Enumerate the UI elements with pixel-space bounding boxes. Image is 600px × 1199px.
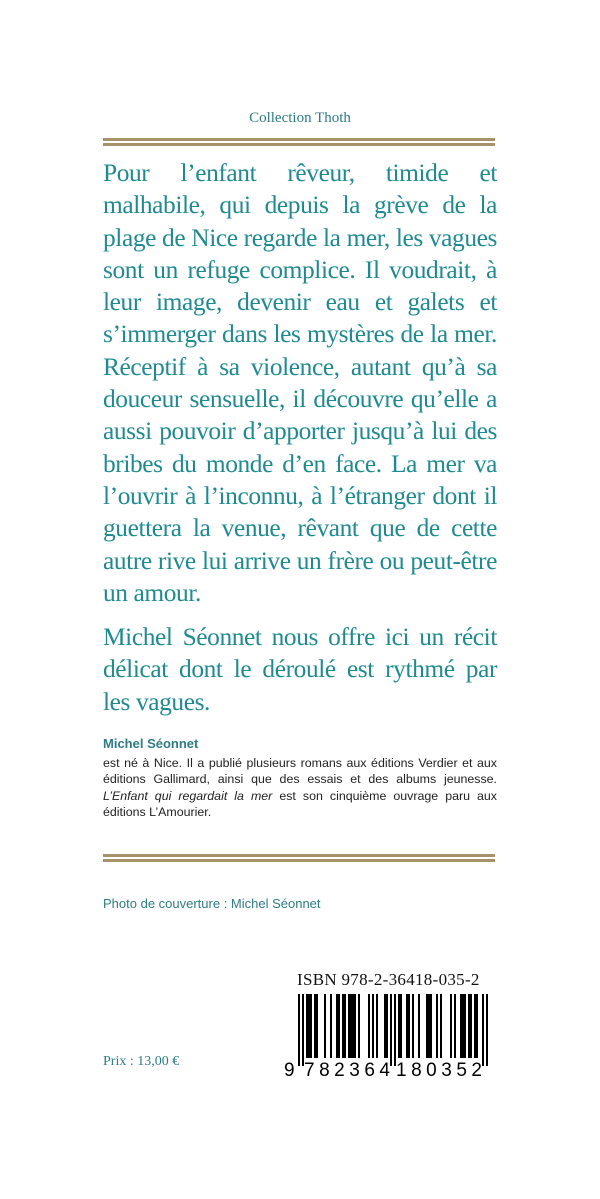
bottom-double-rule [103,854,495,863]
top-double-rule [103,138,495,147]
barcode-bar [386,994,388,1058]
barcode-bar [418,994,420,1058]
barcode-bar [316,994,318,1058]
blurb-paragraph-1: Pour l’enfant rêveur, timide et malhabile, qui depuis la grève de la plage de Nice regarde la mer, les vagues sont un refuge complice. Il voudrait, à leur image, devenir eau et galets et s’immerger dans les mystères de la mer. Réceptif à sa violence, autant qu’à sa douceur sensuelle, il découvre qu’elle a aussi pouvoir d’apporter jusqu’à lui des bribes du monde d’en face. La mer va l’ouvrir à l’inconnu, à l’étranger dont il guettera la venue, rêvant que de cette autre rive lui arrive un frère ou peut-être un amour. [103,159,497,607]
blurb-paragraph-2: Michel Séonnet nous offre ici un récit délicat dont le déroulé est rythmé par les vagues. [103,623,497,716]
bio-text [103,755,497,821]
barcode-bar [450,994,452,1058]
author-name: Michel Séonnet [103,736,199,751]
barcode-bar [338,994,340,1058]
barcode-bar [408,994,410,1058]
barcode-bar [436,994,438,1058]
author-bio [103,736,497,821]
barcode-bar [314,994,316,1058]
bio-text-after: est son cinquième ouvrage paru aux éditions L’Amourier. [103,788,497,819]
isbn-label: ISBN 978-2-36418-035-2 [297,970,480,989]
price: Prix : 13,00 € [103,1054,180,1069]
barcode-bar [308,994,310,1058]
collection-name: Collection Thoth [249,110,351,126]
barcode-bar [298,994,300,1066]
barcode-bar [390,994,392,1066]
barcode-bar [486,994,488,1066]
barcode-bar [342,994,344,1058]
barcode-bar [358,994,360,1058]
barcode-bar [460,994,462,1058]
barcode-bar [412,994,414,1058]
barcode-bar [468,994,470,1058]
barcode-bar [428,994,430,1058]
barcode-bar [372,994,374,1058]
barcode-right-digits: 180352 [396,1060,482,1080]
barcode-bar [302,994,304,1066]
barcode-bar [476,994,478,1058]
barcode-bar [474,994,476,1058]
barcode-bar [354,994,356,1058]
barcode-bar [306,994,308,1058]
barcode-bar [336,994,338,1058]
barcode [280,994,500,1080]
barcode-bar [462,994,464,1058]
barcode-bar [406,994,408,1058]
barcode-bar [376,994,378,1058]
barcode-bar [344,994,346,1058]
barcode-bar [384,994,386,1058]
barcode-bar [324,994,326,1058]
barcode-bar [454,994,456,1058]
bio-text-before: est né à Nice. Il a publié plusieurs romans aux éditions Verdier et aux éditions Gallimard, ainsi que des essais et des albums jeunesse. [103,755,497,786]
barcode-bar [426,994,428,1058]
barcode-left-digits: 782364 [304,1060,390,1080]
barcode-bars [298,994,488,1066]
barcode-bar [350,994,352,1058]
barcode-bar [368,994,370,1058]
barcode-bar [482,994,484,1066]
barcode-bar [352,994,354,1058]
barcode-bar [330,994,332,1058]
barcode-bar [310,994,312,1058]
barcode-bar [430,994,432,1058]
barcode-bar [440,994,442,1058]
barcode-bar [398,994,400,1058]
barcode-bar [400,994,402,1058]
blurb [103,157,497,730]
barcode-first-digit: 9 [284,1060,295,1080]
barcode-bar [470,994,472,1058]
barcode-bar [348,994,350,1058]
barcode-bar [464,994,466,1058]
barcode-bar [394,994,396,1066]
book-title: L’Enfant qui regardait la mer [103,788,273,803]
photo-credit: Photo de couverture : Michel Séonnet [103,896,321,911]
